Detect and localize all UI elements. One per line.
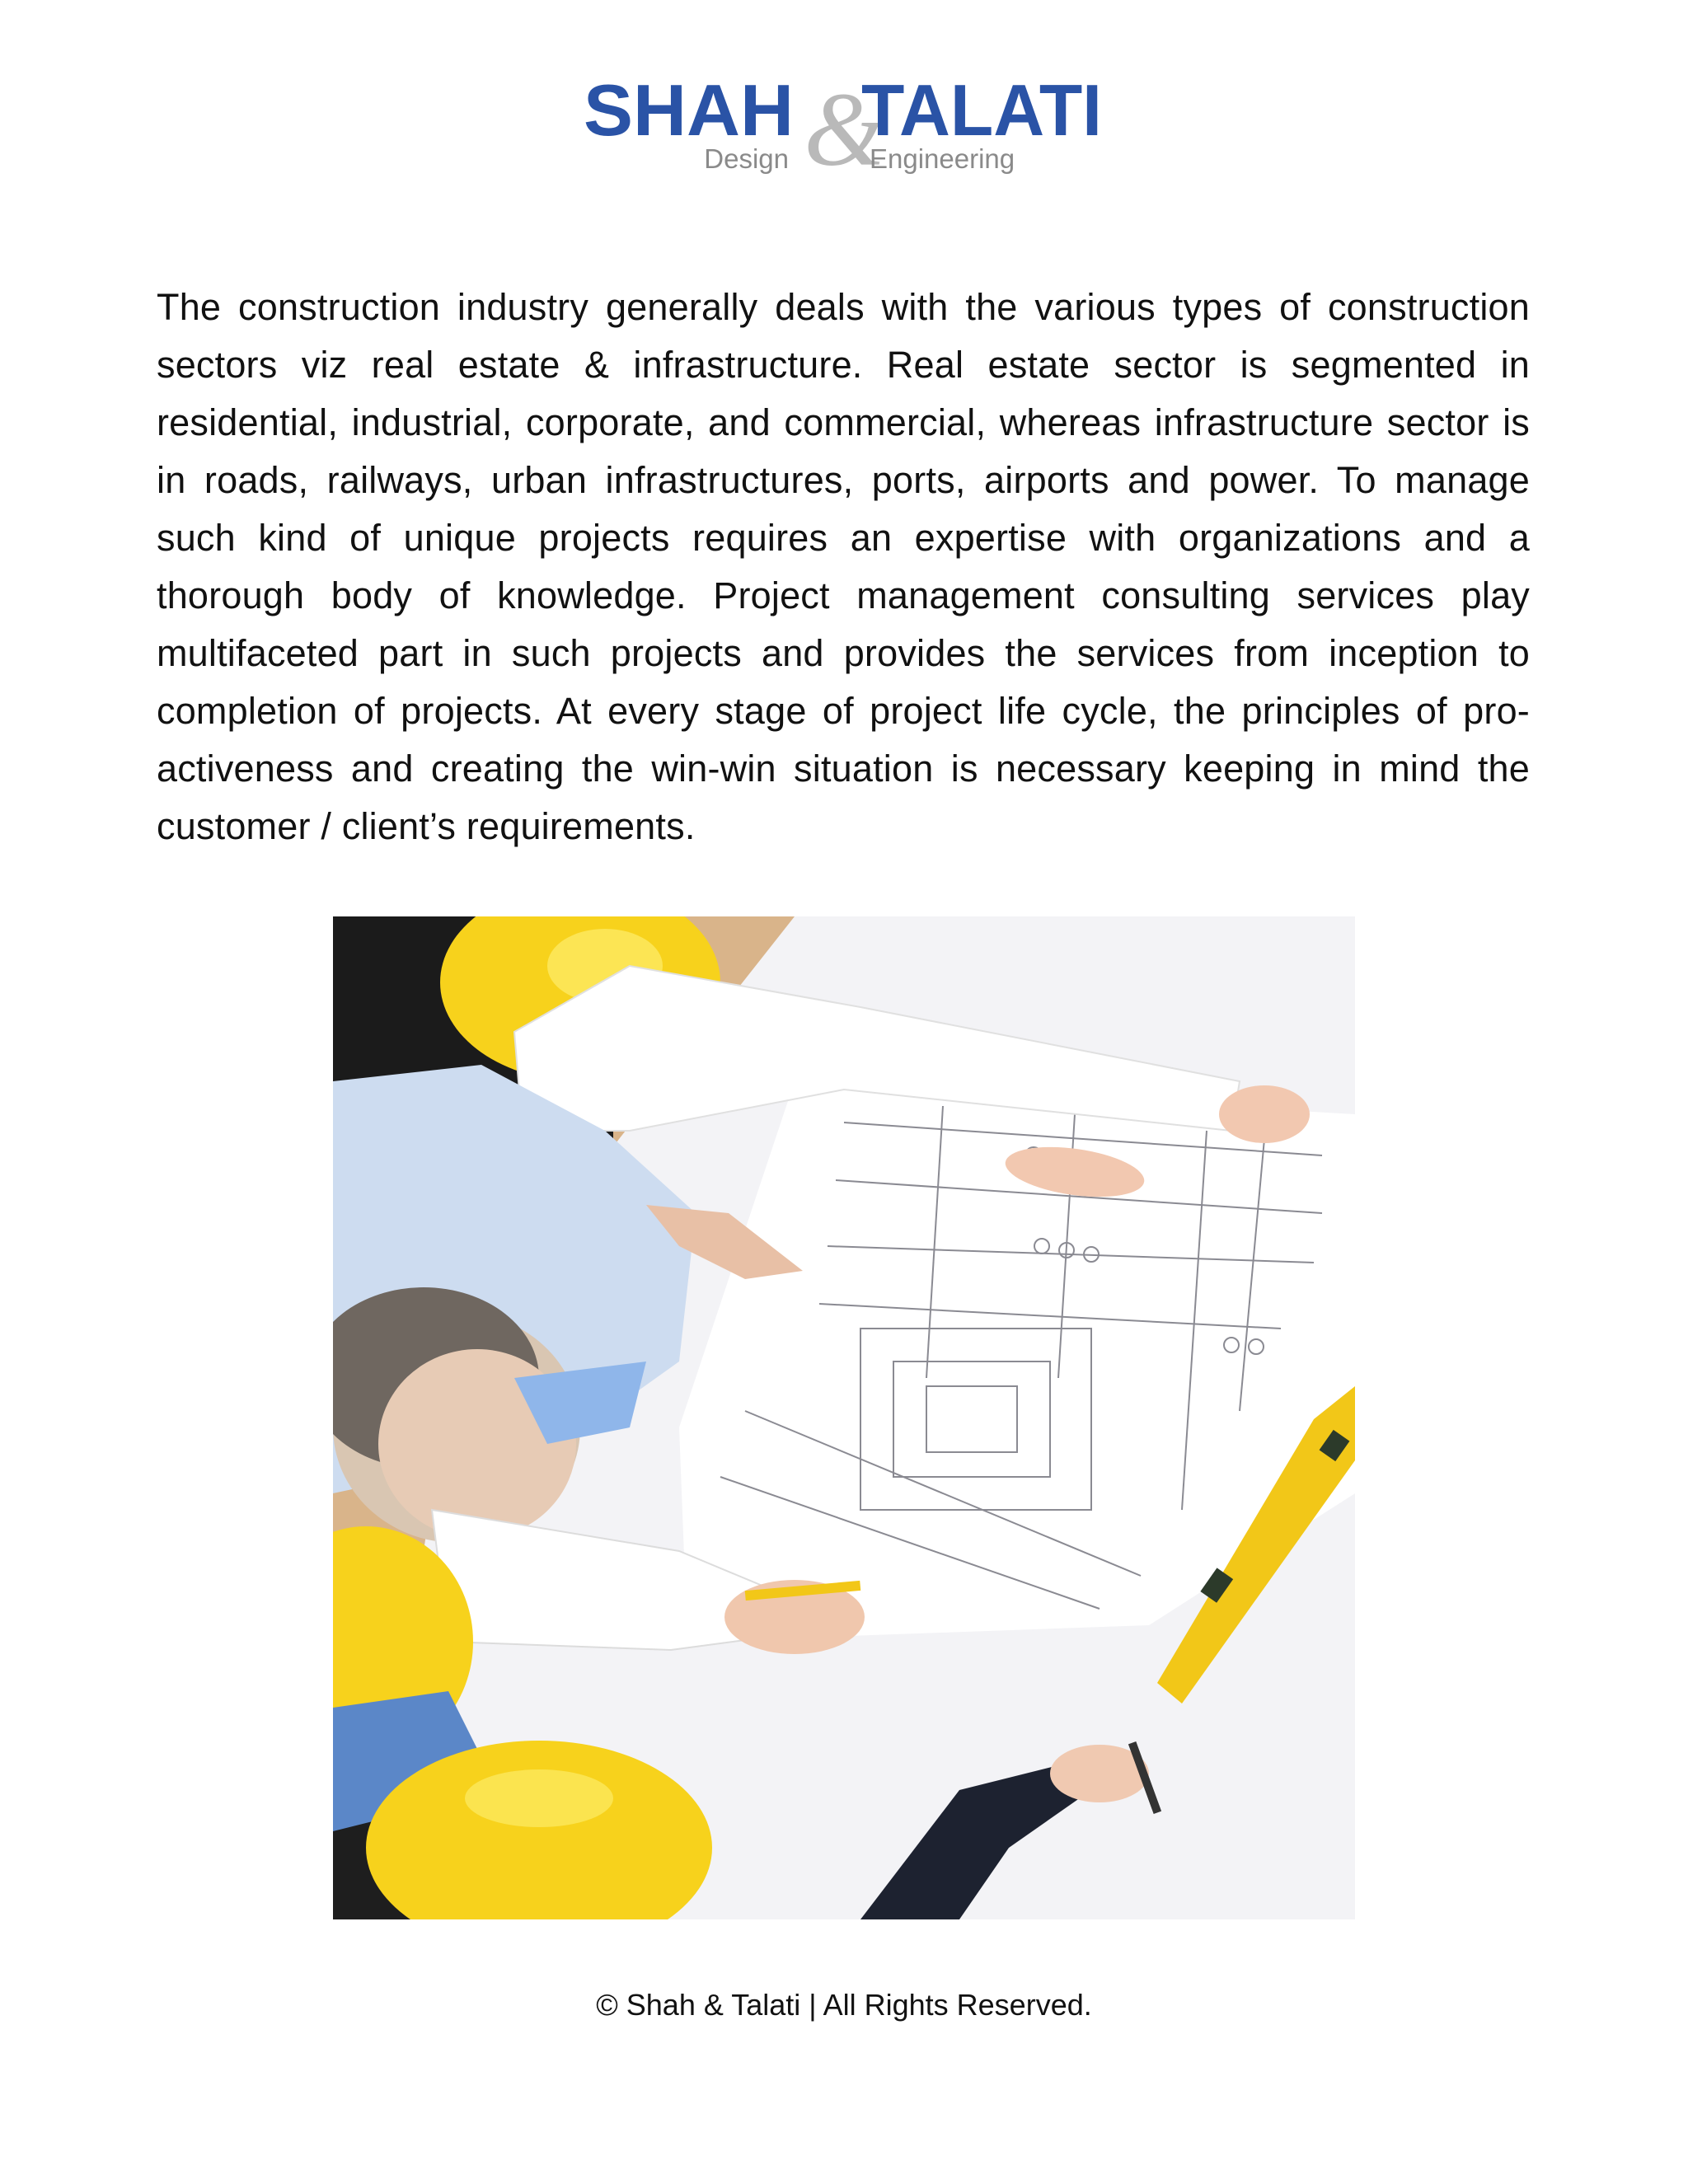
logo-brand-left: SHAH bbox=[584, 73, 794, 151]
logo-brand-right: TALATI bbox=[861, 73, 1102, 151]
footer-copyright: © Shah & Talati | All Rights Reserved. bbox=[596, 1988, 1092, 2022]
logo-tagline-left: Design bbox=[704, 143, 789, 174]
company-logo bbox=[581, 73, 1109, 180]
logo-tagline-right: Engineering bbox=[870, 143, 1015, 174]
engineers-blueprint-photo bbox=[333, 916, 1355, 1919]
intro-paragraph: The construction industry generally deals with the various types of construction sectors viz real estate & infrastructure. Real estate sector is segmented in residential, industrial, corporate, and commercial, whereas infrastructure sector is in roads, railways, urban infrastructures, ports, airports and power. To manage such kind of unique projects requires an expertise with organizations and a thorough body of knowledge. Project management consulting services play multifaceted part in such projects and provides the services from inception to completion of projects. At every stage of project life cycle, the principles of pro-activeness and creating the win-win situation is necessary keeping in mind the customer / client’s requirements. bbox=[157, 286, 1530, 847]
logo-ampersand: & bbox=[804, 73, 886, 180]
